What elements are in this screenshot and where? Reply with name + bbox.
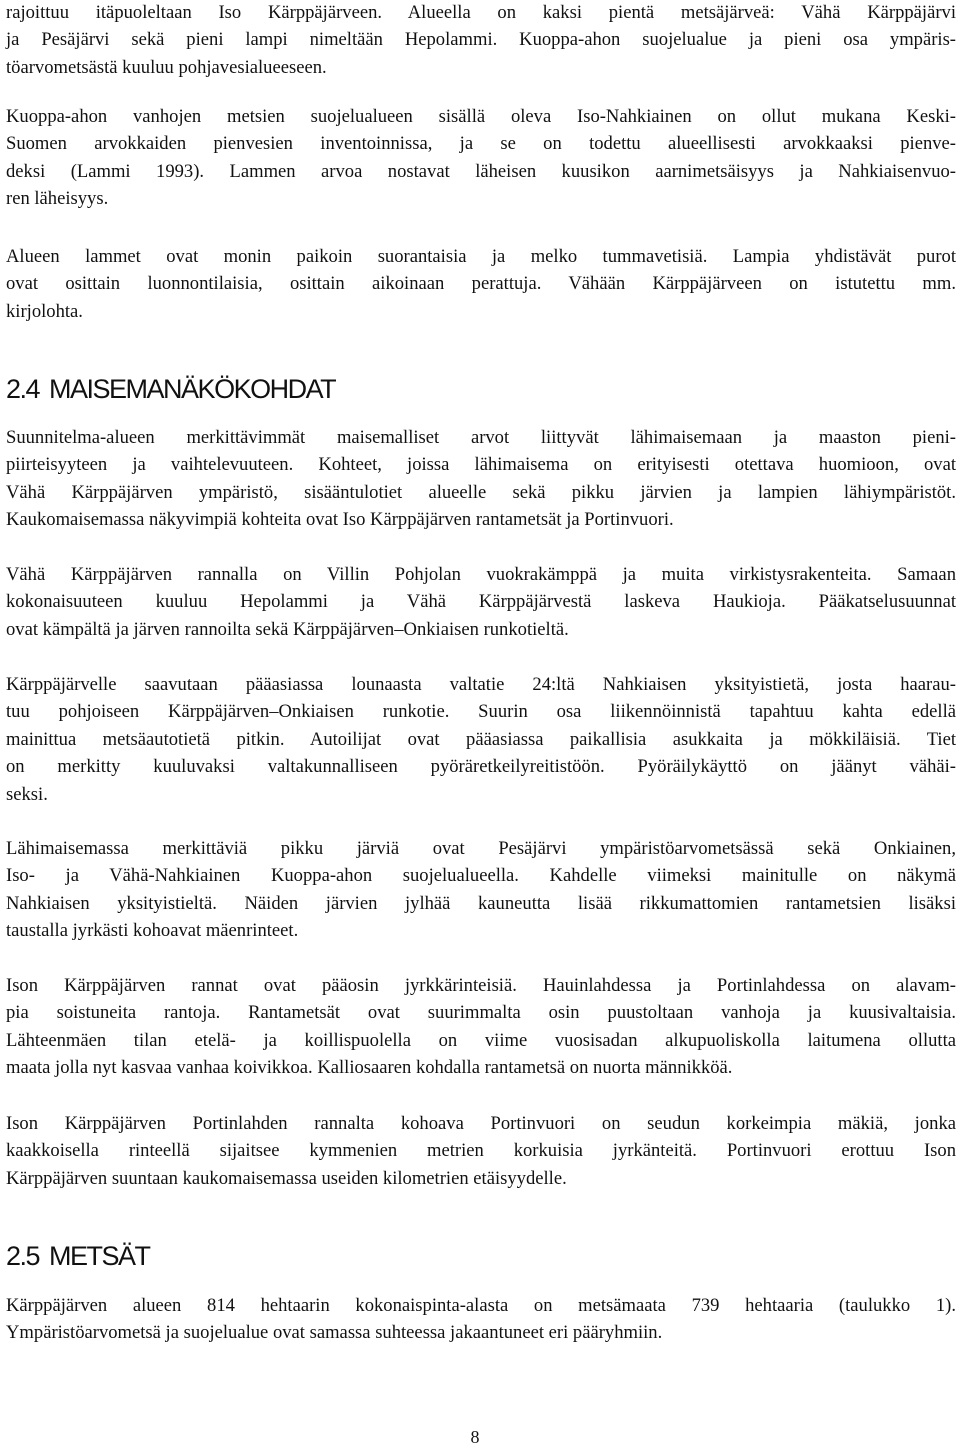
text-line: Ympäristöarvometsä ja suojelualue ovat samassa suhteessa jakaantuneet eri pääryhmiin.	[6, 1322, 663, 1344]
text-line: Lähteenmäen tilan etelä- ja koillispuolella on viime vuosisadan alkupuoliskolla laitumena ollutta	[6, 1029, 956, 1051]
text-line: seksi.	[6, 783, 48, 805]
text-line: ovat osittain luonnontilaisia, osittain aikoinaan perattuja. Vähään Kärppäjärveen on istutettu mm.	[6, 273, 956, 295]
text-line: kirjolohta.	[6, 300, 83, 322]
text-line: töarvometsästä kuuluu pohjavesialueeseen.	[6, 56, 327, 78]
text-line: ja Pesäjärvi sekä pieni lampi nimeltään Hepolammi. Kuoppa-ahon suojelualue ja pieni osa ympäris-	[6, 29, 956, 51]
text-line: Vähä Kärppäjärven ympäristö, sisääntulotiet alueelle sekä pikku järvien ja lampien lähiympäristöt.	[6, 481, 956, 503]
text-line: tuu pohjoiseen Kärppäjärven–Onkiaisen runkotie. Suurin osa liikennöinnistä tapahtuu kahta edellä	[6, 701, 956, 723]
text-line: Kärppäjärvelle saavutaan pääasiassa lounaasta valtatie 24:ltä Nahkiaisen yksityistietä, josta haarau-	[6, 674, 956, 695]
text-line: ovat kämpältä ja järven rannoilta sekä Kärppäjärven–Onkiaisen runkotieltä.	[6, 618, 569, 640]
text-line: Ison Kärppäjärven rannat ovat pääosin jyrkkärinteisiä. Hauinlahdessa ja Portinlahdessa on alavam-	[6, 975, 956, 996]
text-line: maata jolla nyt kasvaa vanhaa koivikkoa. Kalliosaaren kohdalla rantametsä on nuorta männikköä.	[6, 1057, 733, 1079]
text-line: deksi (Lammi 1993). Lammen arvoa nostavat läheisen kuusikon aarnimetsäisyys ja Nahkiaisenvuo-	[6, 160, 956, 182]
text-line: kaakkoisella rinteellä sijaitsee kymmenien metrien korkuisia jyrkänteitä. Portinvuori erottuu Ison	[6, 1140, 956, 1162]
text-line: rajoittuu itäpuoleltaan Iso Kärppäjärveen. Alueella on kaksi pientä metsäjärveä: Vähä Kärppäjärvi	[6, 2, 956, 23]
text-line: Suomen arvokkaiden pienvesien inventoinnissa, ja se on todettu alueellisesti arvokkaaksi pienve-	[6, 133, 956, 155]
text-line: Lähimaisemassa merkittäviä pikku järviä ovat Pesäjärvi ympäristöarvometsässä sekä Onkiainen,	[6, 838, 956, 859]
text-line: Kaukomaisemassa näkyvimpiä kohteita ovat Iso Kärppäjärven rantametsät ja Portinvuori.	[6, 509, 674, 531]
text-line: taustalla jyrkästi kohoavat mäenrinteet.	[6, 920, 299, 942]
text-line: pia soistuneita rantoja. Rantametsät ovat suurimmalta osin puustoltaan vanhoja ja kuusivaltaisia.	[6, 1002, 956, 1024]
text-line: Kuoppa-ahon vanhojen metsien suojelualueen sisällä oleva Iso-Nahkiainen on ollut mukana Keski-	[6, 106, 956, 127]
text-line: Vähä Kärppäjärven rannalla on Villin Pohjolan vuokrakämppä ja muita virkistysrakenteita. Samaan	[6, 564, 956, 585]
text-line: piirteisyyteen ja vaihtelevuuteen. Kohteet, joissa lähimaisema on erityisesti otettava huomioon, ovat	[6, 454, 956, 476]
section-heading-maisemanakokohdat: 2.4 MAISEMANÄKÖKOHDAT	[6, 374, 336, 404]
text-line: kokonaisuuteen kuuluu Hepolammi ja Vähä Kärppäjärvestä laskeva Haukioja. Pääkatselusuunnat	[6, 591, 956, 613]
text-line: Suunnitelma-alueen merkittävimmät maisemalliset arvot liittyvät lähimaisemaan ja maaston pieni-	[6, 427, 956, 448]
text-line: Iso- ja Vähä-Nahkiainen Kuoppa-ahon suojelualueella. Kahdelle viimeksi mainitulle on näkymä	[6, 865, 956, 887]
section-heading-metsat: 2.5 METSÄT	[6, 1241, 150, 1271]
text-line: mainittua metsäautotietä pitkin. Autoilijat ovat pääasiassa paikallisia asukkaita ja mökkiläisiä. Tiet	[6, 728, 956, 750]
page-number: 8	[470, 1427, 480, 1447]
text-line: ren läheisyys.	[6, 188, 109, 210]
text-line: Nahkiaisen yksityistieltä. Näiden järvien jylhää kauneutta lisää rikkumattomien rantametsien lisäksi	[6, 892, 956, 914]
text-line: on merkitty kuuluvaksi valtakunnalliseen pyöräretkeilyreitistöön. Pyöräilykäyttö on jäänyt vähäi-	[6, 756, 956, 778]
text-line: Kärppäjärven suuntaan kaukomaisemassa useiden kilometrien etäisyydelle.	[6, 1167, 567, 1189]
text-line: Ison Kärppäjärven Portinlahden rannalta kohoava Portinvuori on seudun korkeimpia mäkiä, jonka	[6, 1113, 956, 1134]
text-line: Kärppäjärven alueen 814 hehtaarin kokonaispinta-alasta on metsämaata 739 hehtaaria (taulukko 1).	[6, 1295, 956, 1316]
text-line: Alueen lammet ovat monin paikoin suorantaisia ja melko tummavetisiä. Lampia yhdistävät purot	[6, 246, 956, 267]
